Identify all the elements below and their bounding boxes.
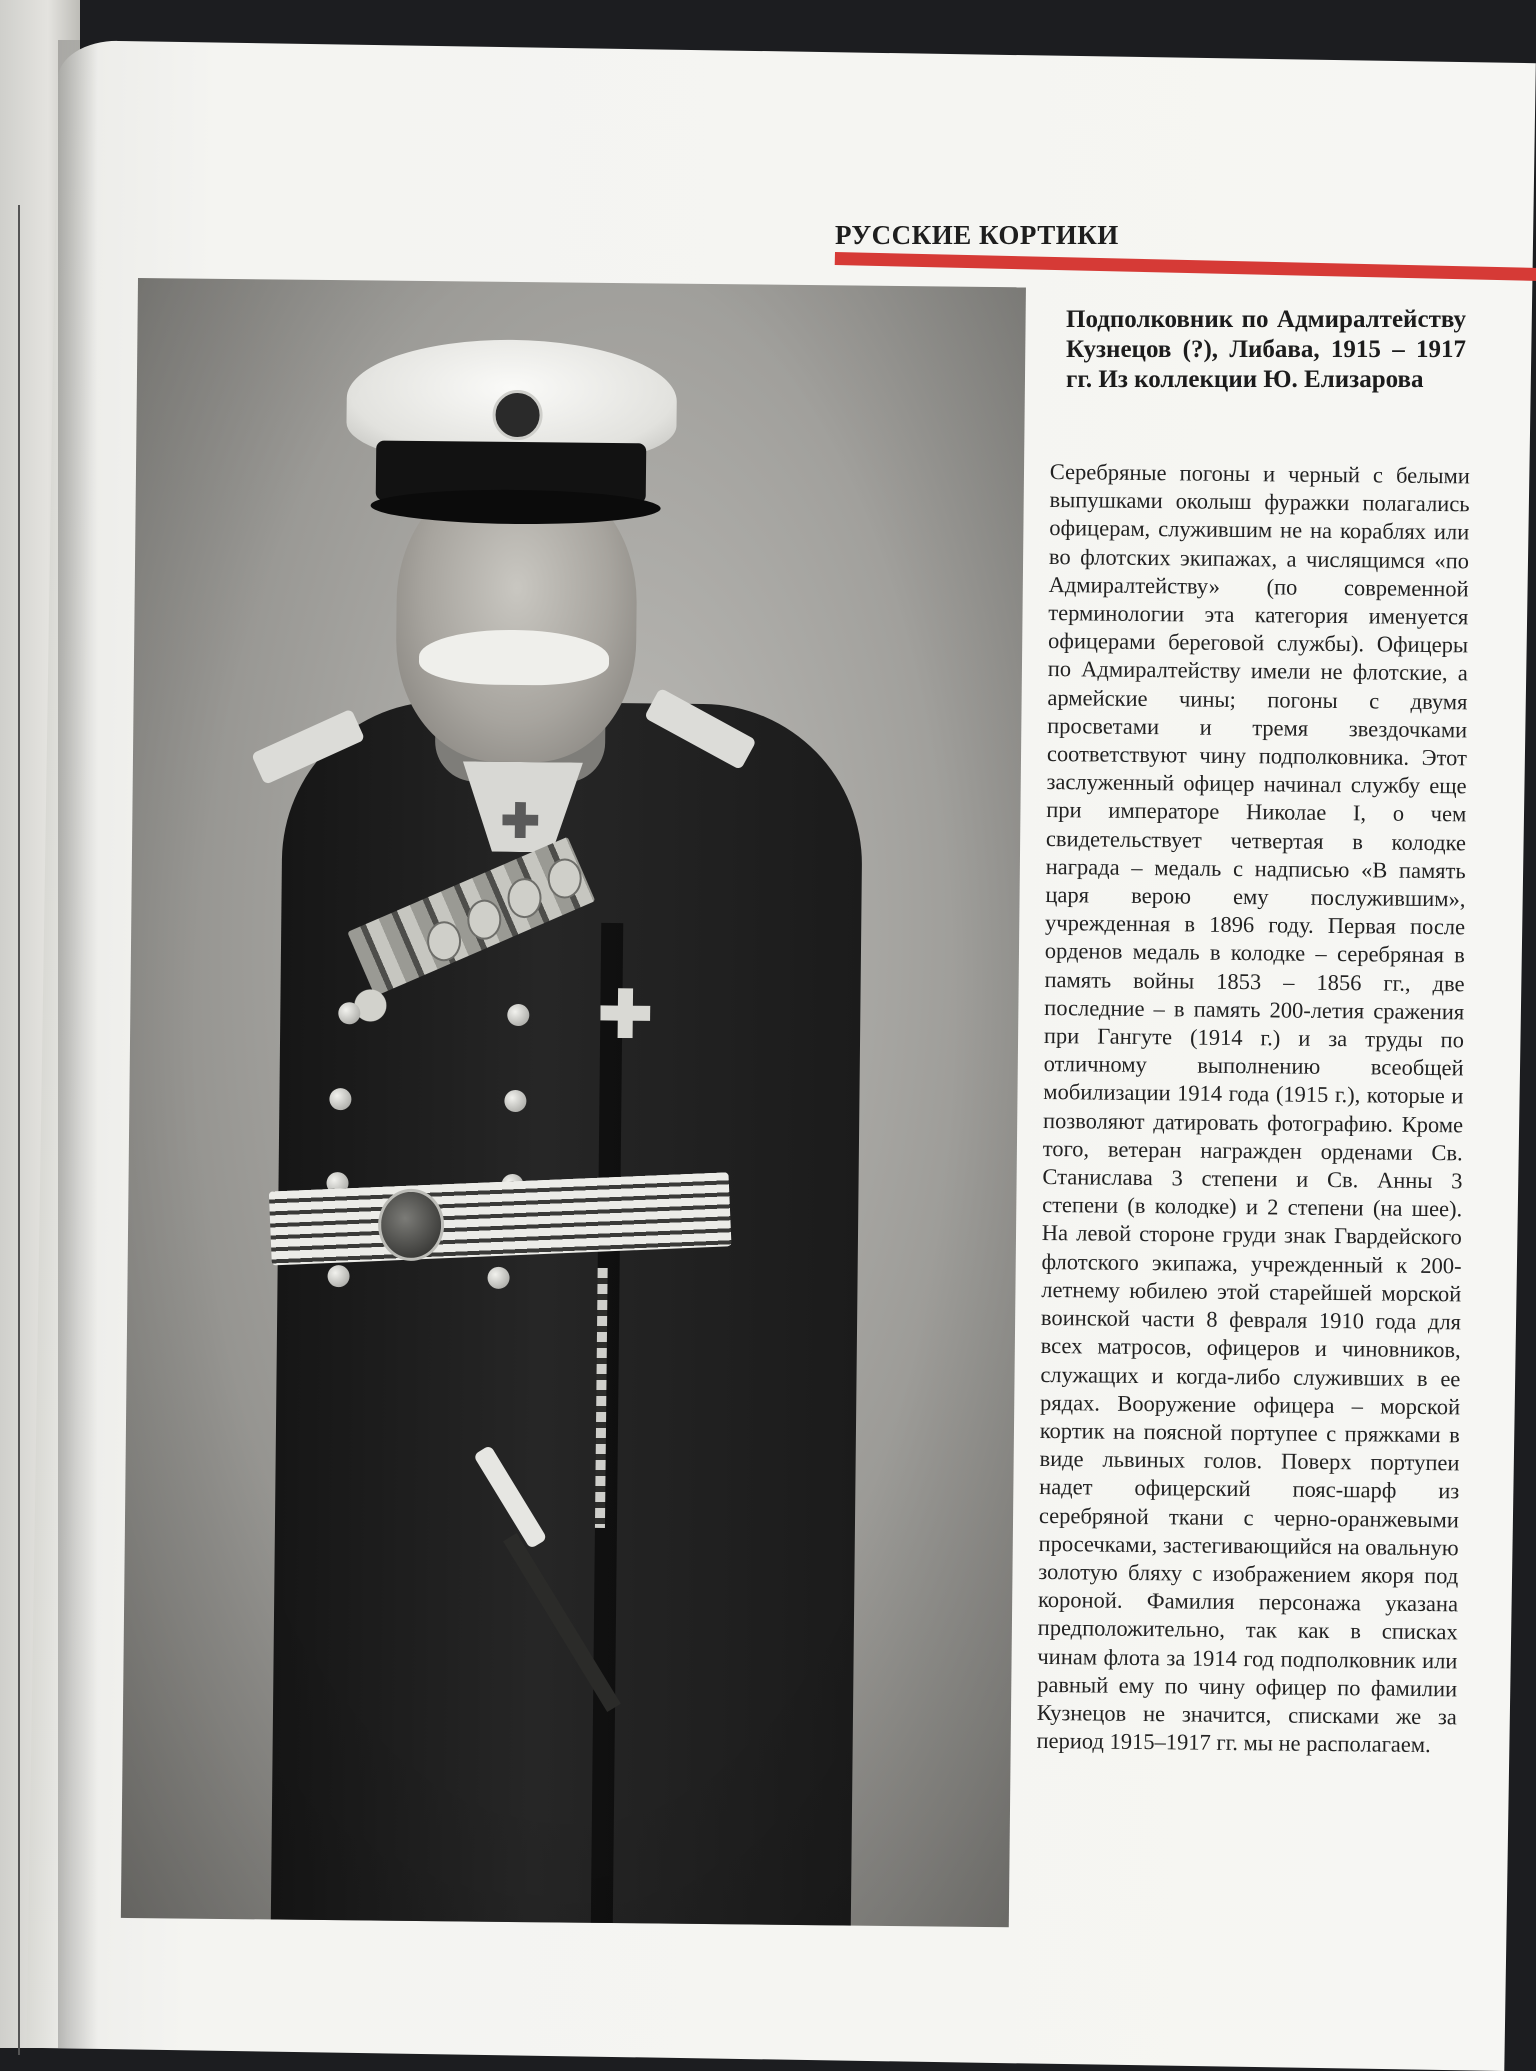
photo-vignette — [121, 278, 1026, 1927]
caption-title: Подполковник по Адмиралтейству Кузнецов (?), Либава, 1915 – 1917 гг. Из коллекции Ю. Елизарова — [1066, 306, 1466, 393]
book-gutter-shadow — [58, 40, 98, 2048]
caption-body: Серебряные погоны и черный с белыми выпушками околыш фуражки полагались офицерам, служившим не на кораблях или во флотских экипажах, а числящимся «по Адмиралтейству» (по современной терминологии эта категория именуется офицерами береговой службы). Офицеры по Адмиралтейству имели не флотские, а армейские чины; погоны с двумя просветами и тремя звездочками соответствуют чину подполковника. Этот заслуженный офицер начинал службу еще при императоре Николае I, о чем свидетельствует четвертая в колодке награда – медаль с надписью «В память царя верою ему послужившим», учрежденная в 1896 году. Первая после орденов медаль в колодке – серебряная в память войны 1853 – 1856 гг., две последние – в память 200-летия сражения при Гангуте (1914 г.) и за труды по отличному выполнению всеобщей мобилизации 1914 года (1915 г.), которые и позволяют датировать фотографию. Кроме того, ветеран награжден орденами Св. Станислава 3 степени и Св. Анны 3 степени (в колодке) и 2 степени (на шее). На левой стороне груди знак Гвардейского флотского экипажа, учрежденный к 200-летнему юбилею этой старейшей морской воинской части 8 февраля 1910 года для всех матросов, офицеров и чиновников, служащих и когда-либо служивших в ее рядах. Вооружение офицера – морской кортик на поясной портупее с пряжками в виде львиных голов. Поверх портупеи надет офицерский пояс-шарф из серебряной ткани с черно-оранжевыми просечками, застегивающийся на овальную золотую бляху с изображением якоря под короной. Фамилия персонажа указана предположительно, так как в списках чинам флота за 1914 год подполковник или равный ему по чину офицер по фамилии Кузнецов не значится, списками же за период 1915–1917 гг. мы не располагаем. — [1036, 458, 1470, 1758]
running-head: РУССКИЕ КОРТИКИ — [835, 220, 1119, 250]
officer-portrait-photo — [121, 278, 1026, 1927]
left-page-border-line — [18, 205, 20, 2055]
